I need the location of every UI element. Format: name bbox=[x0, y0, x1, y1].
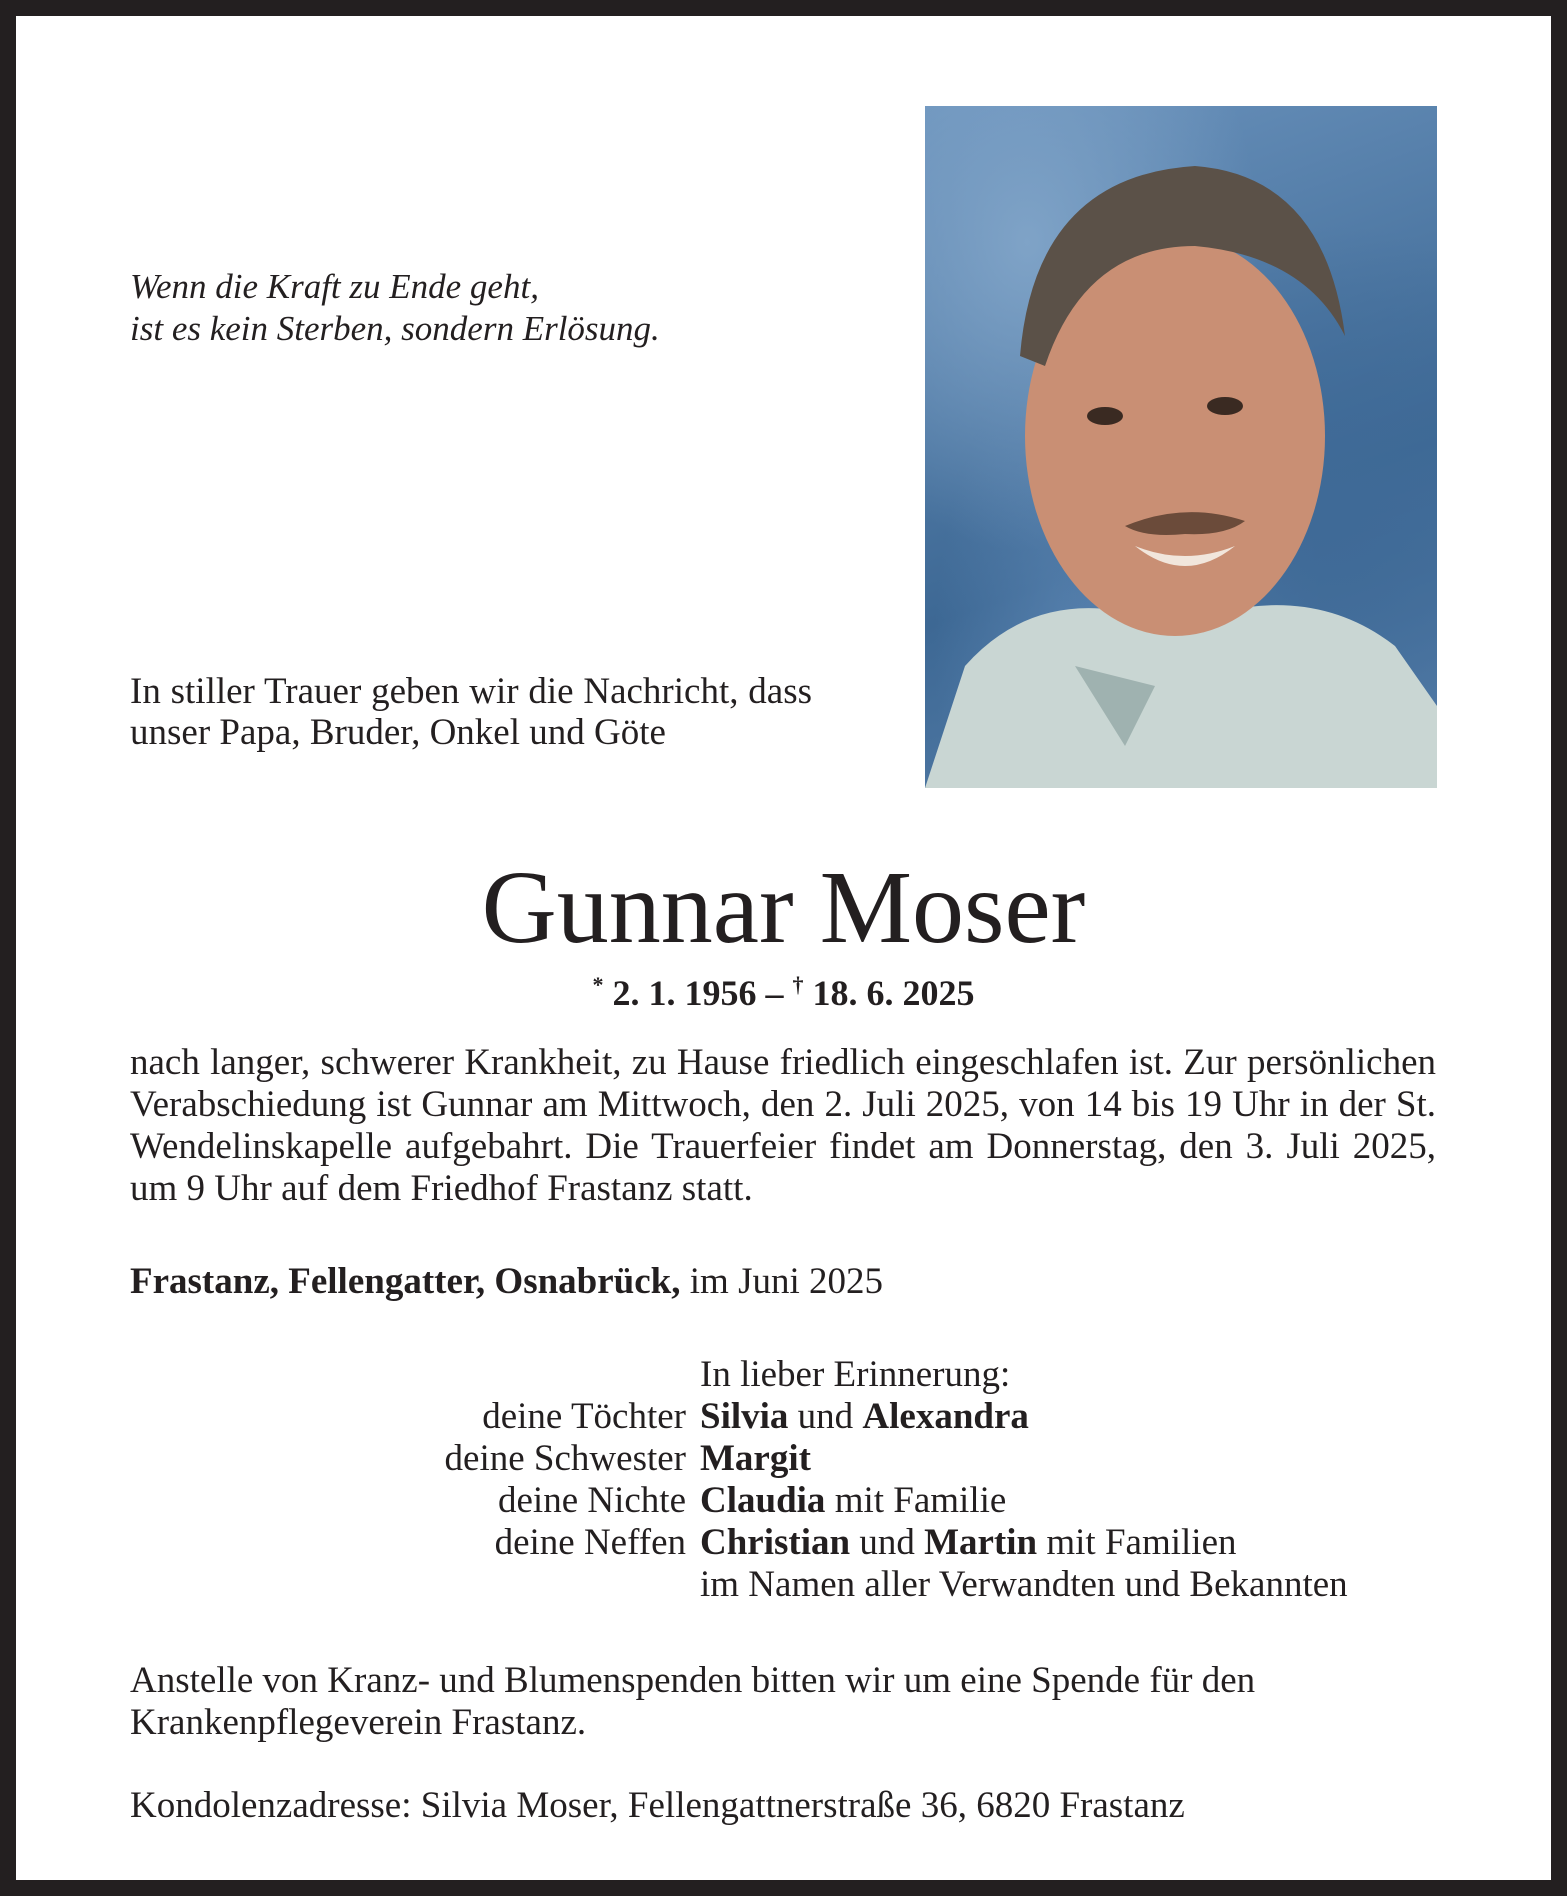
donation-note: Anstelle von Kranz- und Blumenspenden bitten wir um eine Spende für den Krankenpflegeverein Frastanz. bbox=[130, 1660, 1256, 1743]
announcement-text: nach langer, schwerer Krankheit, zu Hause friedlich eingeschlafen ist. Zur persönlichen Verabschiedung ist Gunnar am Mittwoch, den 2. Juli 2025, von 14 bis 19 Uhr in der St. Wendelinskapelle aufgebahrt. Die Trauerfeier findet am Donnerstag, den 3. Juli 2025, um 9 Uhr auf dem Friedhof Frastanz statt. bbox=[130, 1042, 1436, 1209]
memory-heading: In lieber Erinnerung: bbox=[700, 1354, 1011, 1395]
mourner-row bbox=[130, 1480, 1436, 1522]
condolence-address: Kondolenzadresse: Silvia Moser, Fellengattnerstraße 36, 6820 Frastanz bbox=[130, 1785, 1185, 1826]
portrait-photo bbox=[925, 106, 1437, 788]
birth-symbol: * bbox=[592, 972, 604, 997]
mourner-row bbox=[130, 1438, 1436, 1480]
places: Frastanz, Fellengatter, Osnabrück, bbox=[130, 1261, 681, 1302]
quote-line: Wenn die Kraft zu Ende geht, bbox=[130, 267, 539, 306]
mourner-name: Claudia bbox=[700, 1480, 826, 1521]
month: im Juni 2025 bbox=[680, 1261, 884, 1302]
relation-label: deine Nichte bbox=[498, 1480, 686, 1521]
connector: und bbox=[788, 1396, 863, 1437]
portrait-image bbox=[925, 106, 1437, 788]
mourner-name: Alexandra bbox=[862, 1396, 1029, 1437]
memory-closing: im Namen aller Verwandten und Bekannten bbox=[700, 1564, 1348, 1605]
connector: mit Familie bbox=[825, 1480, 1007, 1521]
quote-line: ist es kein Sterben, sondern Erlösung. bbox=[130, 309, 660, 348]
obituary-page bbox=[16, 16, 1551, 1880]
life-dates bbox=[16, 972, 1551, 1014]
mourner-name: Christian bbox=[700, 1522, 851, 1563]
death-date: 18. 6. 2025 bbox=[812, 973, 975, 1013]
mourner-row bbox=[130, 1396, 1436, 1438]
mourners-block bbox=[130, 1354, 1436, 1606]
mourner-name: Martin bbox=[924, 1522, 1038, 1563]
relation-label: deine Schwester bbox=[444, 1438, 686, 1479]
place-date bbox=[130, 1260, 883, 1303]
relation-label: deine Töchter bbox=[482, 1396, 686, 1437]
deceased-name: Gunnar Moser bbox=[481, 850, 1086, 965]
birth-date: 2. 1. 1956 bbox=[612, 973, 757, 1013]
mourner-row bbox=[130, 1522, 1436, 1564]
intro-text: In stiller Trauer geben wir die Nachricht, dass unser Papa, Bruder, Onkel und Göte bbox=[130, 671, 812, 753]
connector: mit Familien bbox=[1037, 1522, 1237, 1563]
mourner-name: Silvia bbox=[700, 1396, 789, 1437]
mourner-name: Margit bbox=[700, 1438, 811, 1479]
date-dash: – bbox=[756, 973, 793, 1013]
connector: und bbox=[850, 1522, 925, 1563]
death-symbol: † bbox=[792, 972, 804, 997]
relation-label: deine Neffen bbox=[494, 1522, 686, 1563]
quote bbox=[130, 266, 660, 350]
